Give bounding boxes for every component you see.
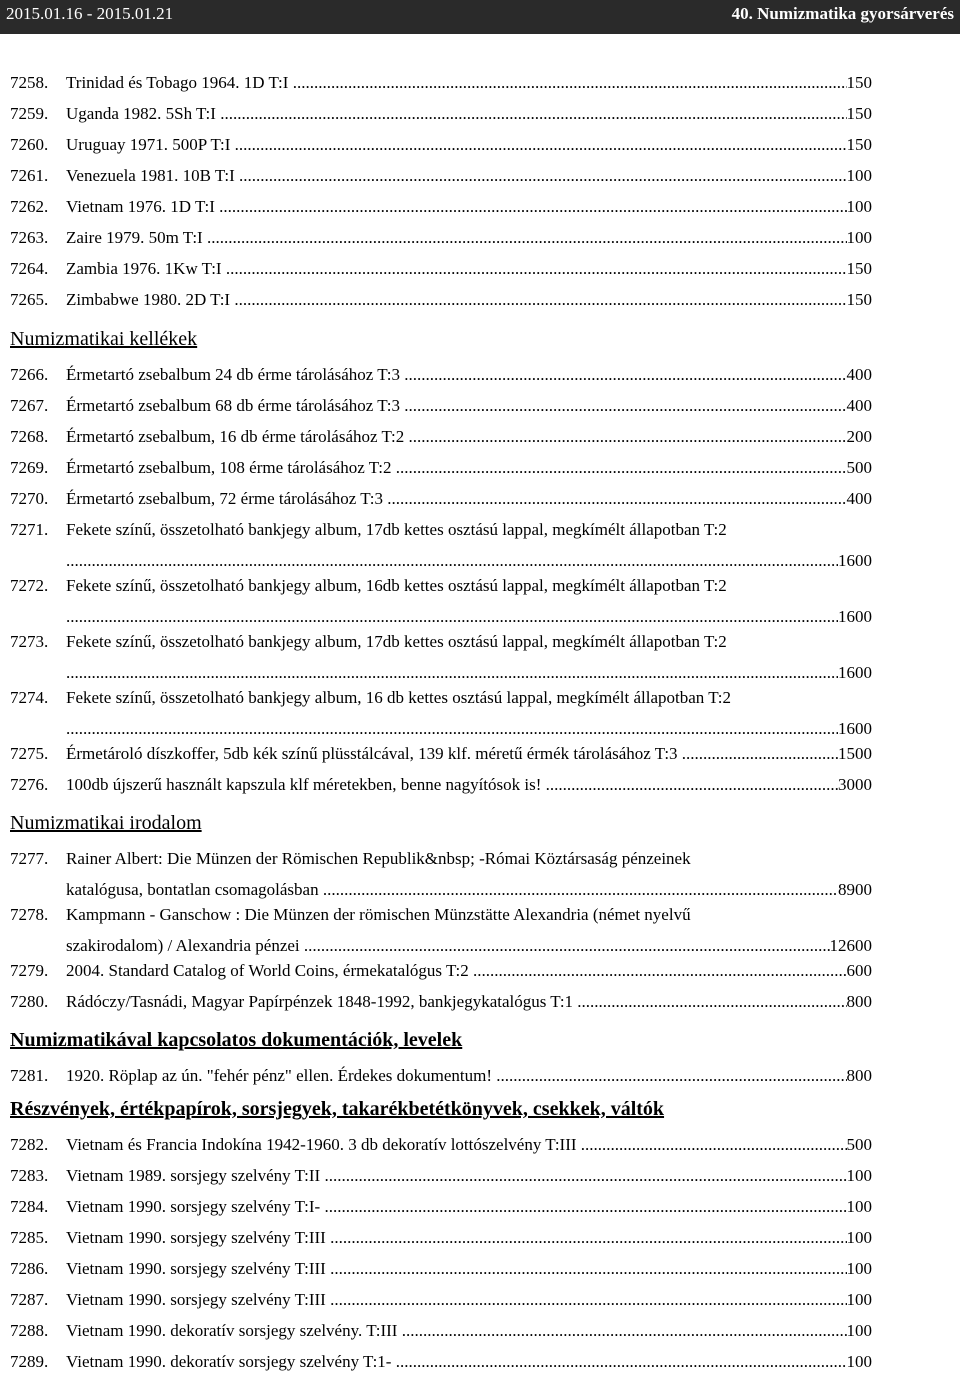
lot-price: 100 (846, 166, 872, 185)
lot-item (10, 1225, 872, 1250)
dot-leader (226, 256, 847, 281)
lot-price-line (66, 256, 872, 281)
lot-number: 7283. (10, 1166, 49, 1185)
dot-leader (577, 989, 846, 1014)
lot-number: 7271. (10, 520, 49, 539)
lot-item (10, 1163, 872, 1188)
section-heading: Részvények, értékpapírok, sorsjegyek, takarékbetétkönyvek, csekkek, váltók (10, 1098, 665, 1120)
lot-item (10, 486, 872, 511)
lot-item (10, 685, 872, 741)
lot-text-line: Kampmann - Ganschow : Die Münzen der römischen Münzstätte Alexandria (német nyelvű (66, 905, 691, 924)
lot-price-line (66, 1063, 872, 1088)
dot-leader (330, 1256, 846, 1281)
lot-number: 7267. (10, 396, 49, 415)
dot-leader (546, 772, 838, 797)
lot-number: 7274. (10, 688, 49, 707)
dot-leader (396, 455, 847, 480)
lot-number: 7260. (10, 135, 49, 154)
lot-item (10, 101, 872, 126)
lot-description (66, 1132, 872, 1157)
lot-price: 100 (846, 228, 872, 247)
lot-text: Zaire 1979. 50m T:I (66, 228, 207, 247)
lot-description (66, 1163, 872, 1188)
lot-description (66, 1287, 872, 1312)
auction-title: 40. Numizmatika gyorsárverés (731, 4, 954, 23)
lot-price-line (66, 393, 872, 418)
lot-text: Vietnam 1989. sorsjegy szelvény T:II (66, 1166, 325, 1185)
lot-price-line (66, 1318, 872, 1343)
lot-price-line (66, 225, 872, 250)
lot-item (10, 455, 872, 480)
lot-description (66, 685, 872, 741)
lot-text: Érmetartó zsebalbum, 16 db érme tárolásához T:2 (66, 427, 409, 446)
lot-item (10, 424, 872, 449)
lot-description (66, 362, 872, 387)
lot-text: Zambia 1976. 1Kw T:I (66, 259, 226, 278)
lot-description (66, 772, 872, 797)
lot-item (10, 132, 872, 157)
dot-leader (323, 877, 838, 902)
lot-item (10, 772, 872, 797)
lot-price-line (66, 989, 872, 1014)
lot-item (10, 1256, 872, 1281)
lot-number: 7272. (10, 576, 49, 595)
lot-price-line (66, 1256, 872, 1281)
lot-price: 1600 (838, 551, 872, 570)
lot-text: Vietnam 1990. sorsjegy szelvény T:III (66, 1228, 331, 1247)
lot-price: 1500 (838, 744, 872, 763)
lot-item (10, 225, 872, 250)
lot-text: Vietnam 1990. dekoratív sorsjegy szelvény T:1- (66, 1352, 396, 1371)
lot-item (10, 163, 872, 188)
lot-number: 7280. (10, 992, 49, 1011)
dot-leader (682, 741, 838, 766)
lot-price-line (66, 194, 872, 219)
lot-number: 7275. (10, 744, 49, 763)
lot-item (10, 1063, 872, 1088)
lot-description (66, 424, 872, 449)
lot-price: 3000 (838, 775, 872, 794)
lot-price-line (66, 1132, 872, 1157)
lot-price: 100 (846, 1259, 872, 1278)
lot-number: 7269. (10, 458, 49, 477)
lot-price-line (66, 455, 872, 480)
lot-price-line (66, 132, 872, 157)
lot-number: 7287. (10, 1290, 49, 1309)
dot-leader (66, 548, 838, 573)
lot-number: 7288. (10, 1321, 49, 1340)
lot-number: 7281. (10, 1066, 49, 1085)
lot-description (66, 486, 872, 511)
lot-price: 100 (846, 1352, 872, 1371)
lot-price: 100 (846, 1290, 872, 1309)
dot-leader (293, 70, 847, 95)
lot-description (66, 163, 872, 188)
lot-number: 7263. (10, 228, 49, 247)
lot-item (10, 1132, 872, 1157)
lot-number: 7270. (10, 489, 49, 508)
lot-price: 800 (846, 1066, 872, 1085)
dot-leader (239, 163, 846, 188)
dot-leader (473, 958, 847, 983)
lot-description (66, 1225, 872, 1250)
lot-description (66, 573, 872, 629)
lot-price: 150 (846, 135, 872, 154)
lot-description (66, 256, 872, 281)
dot-leader (402, 1318, 847, 1343)
lot-item (10, 989, 872, 1014)
lot-description (66, 225, 872, 250)
lot-number: 7289. (10, 1352, 49, 1371)
lot-text: Rádóczy/Tasnádi, Magyar Papírpénzek 1848-1992, bankjegykatalógus T:1 (66, 992, 578, 1011)
auction-dates: 2015.01.16 - 2015.01.21 (6, 4, 174, 23)
lot-item (10, 902, 872, 958)
lot-item (10, 194, 872, 219)
lot-description (66, 101, 872, 126)
lot-price-line (66, 424, 872, 449)
dot-leader (330, 1225, 846, 1250)
lot-price-line (66, 1349, 872, 1374)
lot-text-line: Fekete színű, összetolható bankjegy album, 16db kettes osztású lappal, megkímélt állapotban T:2 (66, 576, 727, 595)
lot-price-line (66, 548, 872, 573)
lot-price: 100 (846, 1228, 872, 1247)
lot-text: Vietnam 1990. sorsjegy szelvény T:I- (66, 1197, 325, 1216)
lot-number: 7282. (10, 1135, 49, 1154)
dot-leader (404, 393, 846, 418)
lot-price: 12600 (829, 936, 872, 955)
lot-price-line (66, 101, 872, 126)
lot-number: 7273. (10, 632, 49, 651)
lot-price-line (66, 362, 872, 387)
lot-item (10, 1287, 872, 1312)
page-header (0, 0, 960, 34)
lot-price-line (66, 1225, 872, 1250)
lot-price: 150 (846, 104, 872, 123)
lot-description (66, 393, 872, 418)
lot-description (66, 1063, 872, 1088)
lot-text: Vietnam 1990. sorsjegy szelvény T:III (66, 1259, 331, 1278)
lot-item (10, 958, 872, 983)
lot-text: Vietnam 1990. sorsjegy szelvény T:III (66, 1290, 331, 1309)
lot-text: Érmetartó zsebalbum 24 db érme tárolásához T:3 (66, 365, 405, 384)
lot-item (10, 1318, 872, 1343)
lot-text: 2004. Standard Catalog of World Coins, érmekatalógus T:2 (66, 961, 473, 980)
lot-number: 7284. (10, 1197, 49, 1216)
lot-number: 7262. (10, 197, 49, 216)
lot-item (10, 256, 872, 281)
lot-price: 1600 (838, 607, 872, 626)
lot-number: 7268. (10, 427, 49, 446)
lot-text: Vietnam 1990. dekoratív sorsjegy szelvény. T:III (66, 1321, 402, 1340)
lot-description (66, 1194, 872, 1219)
lot-price: 400 (846, 365, 872, 384)
dot-leader (304, 933, 830, 958)
lot-price-line (66, 877, 872, 902)
lot-number: 7261. (10, 166, 49, 185)
lot-text: Venezuela 1981. 10B T:I (66, 166, 240, 185)
lot-price-line (66, 741, 872, 766)
lot-text-line: Fekete színű, összetolható bankjegy album, 16 db kettes osztású lappal, megkímélt állapotban T:2 (66, 688, 731, 707)
dot-leader (404, 362, 846, 387)
lot-price-line (66, 958, 872, 983)
lot-description (66, 989, 872, 1014)
lot-price-line (66, 604, 872, 629)
lot-item (10, 287, 872, 312)
lot-price-line (66, 933, 872, 958)
lot-description (66, 70, 872, 95)
lot-description (66, 517, 872, 573)
lot-text: katalógusa, bontatlan csomagolásban (66, 880, 323, 899)
lot-price-line (66, 1163, 872, 1188)
lot-price: 400 (846, 489, 872, 508)
lot-price: 100 (846, 197, 872, 216)
lot-number: 7259. (10, 104, 49, 123)
lot-text: Vietnam és Francia Indokína 1942-1960. 3 db dekoratív lottószelvény T:III (66, 1135, 581, 1154)
lot-text: Uruguay 1971. 500P T:I (66, 135, 235, 154)
lot-description (66, 846, 872, 902)
dot-leader (219, 194, 846, 219)
dot-leader (234, 287, 846, 312)
lot-description (66, 629, 872, 685)
lot-price: 600 (846, 961, 872, 980)
lot-number: 7266. (10, 365, 49, 384)
lot-price-line (66, 1287, 872, 1312)
section-heading: Numizmatikai irodalom (10, 812, 202, 834)
lot-item (10, 362, 872, 387)
lot-item (10, 573, 872, 629)
lot-price: 100 (846, 1197, 872, 1216)
lot-price: 150 (846, 73, 872, 92)
lot-price-line (66, 486, 872, 511)
lot-description (66, 902, 872, 958)
lot-item (10, 1194, 872, 1219)
lot-text: 100db újszerű használt kapszula klf méretekben, benne nagyítósok is! (66, 775, 546, 794)
lot-item (10, 393, 872, 418)
lot-description (66, 132, 872, 157)
lot-price: 100 (846, 1166, 872, 1185)
lot-description (66, 741, 872, 766)
lot-price-line (66, 163, 872, 188)
lot-text: Érmetartó zsebalbum, 72 érme tárolásához T:3 (66, 489, 388, 508)
lot-description (66, 1349, 872, 1374)
lot-number: 7286. (10, 1259, 49, 1278)
lot-price: 100 (846, 1321, 872, 1340)
lot-price-line (66, 660, 872, 685)
dot-leader (66, 660, 838, 685)
lot-number: 7285. (10, 1228, 49, 1247)
lot-text: Érmetartó zsebalbum 68 db érme tárolásához T:3 (66, 396, 405, 415)
lot-number: 7278. (10, 905, 49, 924)
lot-price: 150 (846, 290, 872, 309)
lot-price-line (66, 716, 872, 741)
lot-item (10, 741, 872, 766)
section-heading: Numizmatikai kellékek (10, 328, 198, 350)
lot-text: Uganda 1982. 5Sh T:I (66, 104, 221, 123)
dot-leader (235, 132, 847, 157)
lot-price: 150 (846, 259, 872, 278)
lot-price: 500 (846, 458, 872, 477)
section-heading: Numizmatikával kapcsolatos dokumentációk, levelek (10, 1029, 463, 1051)
lot-price-line (66, 772, 872, 797)
lot-text: szakirodalom) / Alexandria pénzei (66, 936, 304, 955)
dot-leader (396, 1349, 847, 1374)
dot-leader (324, 1163, 846, 1188)
dot-leader (66, 604, 838, 629)
lot-item (10, 517, 872, 573)
dot-leader (207, 225, 847, 250)
lot-price-line (66, 1194, 872, 1219)
dot-leader (324, 1194, 846, 1219)
lot-text: Érmetartó zsebalbum, 108 érme tárolásához T:2 (66, 458, 396, 477)
lot-price: 8900 (838, 880, 872, 899)
lot-item (10, 846, 872, 902)
lot-description (66, 455, 872, 480)
lot-price: 1600 (838, 719, 872, 738)
lot-price: 200 (846, 427, 872, 446)
lot-price-line (66, 287, 872, 312)
lot-text-line: Fekete színű, összetolható bankjegy album, 17db kettes osztású lappal, megkímélt állapotban T:2 (66, 520, 727, 539)
lot-text-line: Rainer Albert: Die Münzen der Römischen Republik&nbsp; -Római Köztársaság pénzeinek (66, 849, 691, 868)
lot-text-line: Fekete színű, összetolható bankjegy album, 17db kettes osztású lappal, megkímélt állapotban T:2 (66, 632, 727, 651)
lot-price-line (66, 70, 872, 95)
dot-leader (330, 1287, 846, 1312)
lot-description (66, 287, 872, 312)
lot-item (10, 629, 872, 685)
dot-leader (387, 486, 846, 511)
lot-item (10, 70, 872, 95)
dot-leader (496, 1063, 846, 1088)
lot-description (66, 194, 872, 219)
dot-leader (581, 1132, 847, 1157)
lot-number: 7265. (10, 290, 49, 309)
lot-price: 800 (846, 992, 872, 1011)
dot-leader (66, 716, 838, 741)
lot-number: 7258. (10, 73, 49, 92)
dot-leader (409, 424, 847, 449)
lot-number: 7276. (10, 775, 49, 794)
lot-text: 1920. Röplap az ún. "fehér pénz" ellen. Érdekes dokumentum! (66, 1066, 497, 1085)
lot-description (66, 958, 872, 983)
lot-description (66, 1256, 872, 1281)
lot-number: 7277. (10, 849, 49, 868)
lot-number: 7279. (10, 961, 49, 980)
lot-text: Zimbabwe 1980. 2D T:I (66, 290, 235, 309)
lot-price: 1600 (838, 663, 872, 682)
lot-price: 400 (846, 396, 872, 415)
lot-text: Trinidad és Tobago 1964. 1D T:I (66, 73, 293, 92)
dot-leader (220, 101, 846, 126)
lot-description (66, 1318, 872, 1343)
lot-text: Vietnam 1976. 1D T:I (66, 197, 220, 216)
lot-text: Érmetároló díszkoffer, 5db kék színű plüsstálcával, 139 klf. méretű érmék tárolásához T:3 (66, 744, 682, 763)
lot-price: 500 (846, 1135, 872, 1154)
lot-item (10, 1349, 872, 1374)
lot-number: 7264. (10, 259, 49, 278)
